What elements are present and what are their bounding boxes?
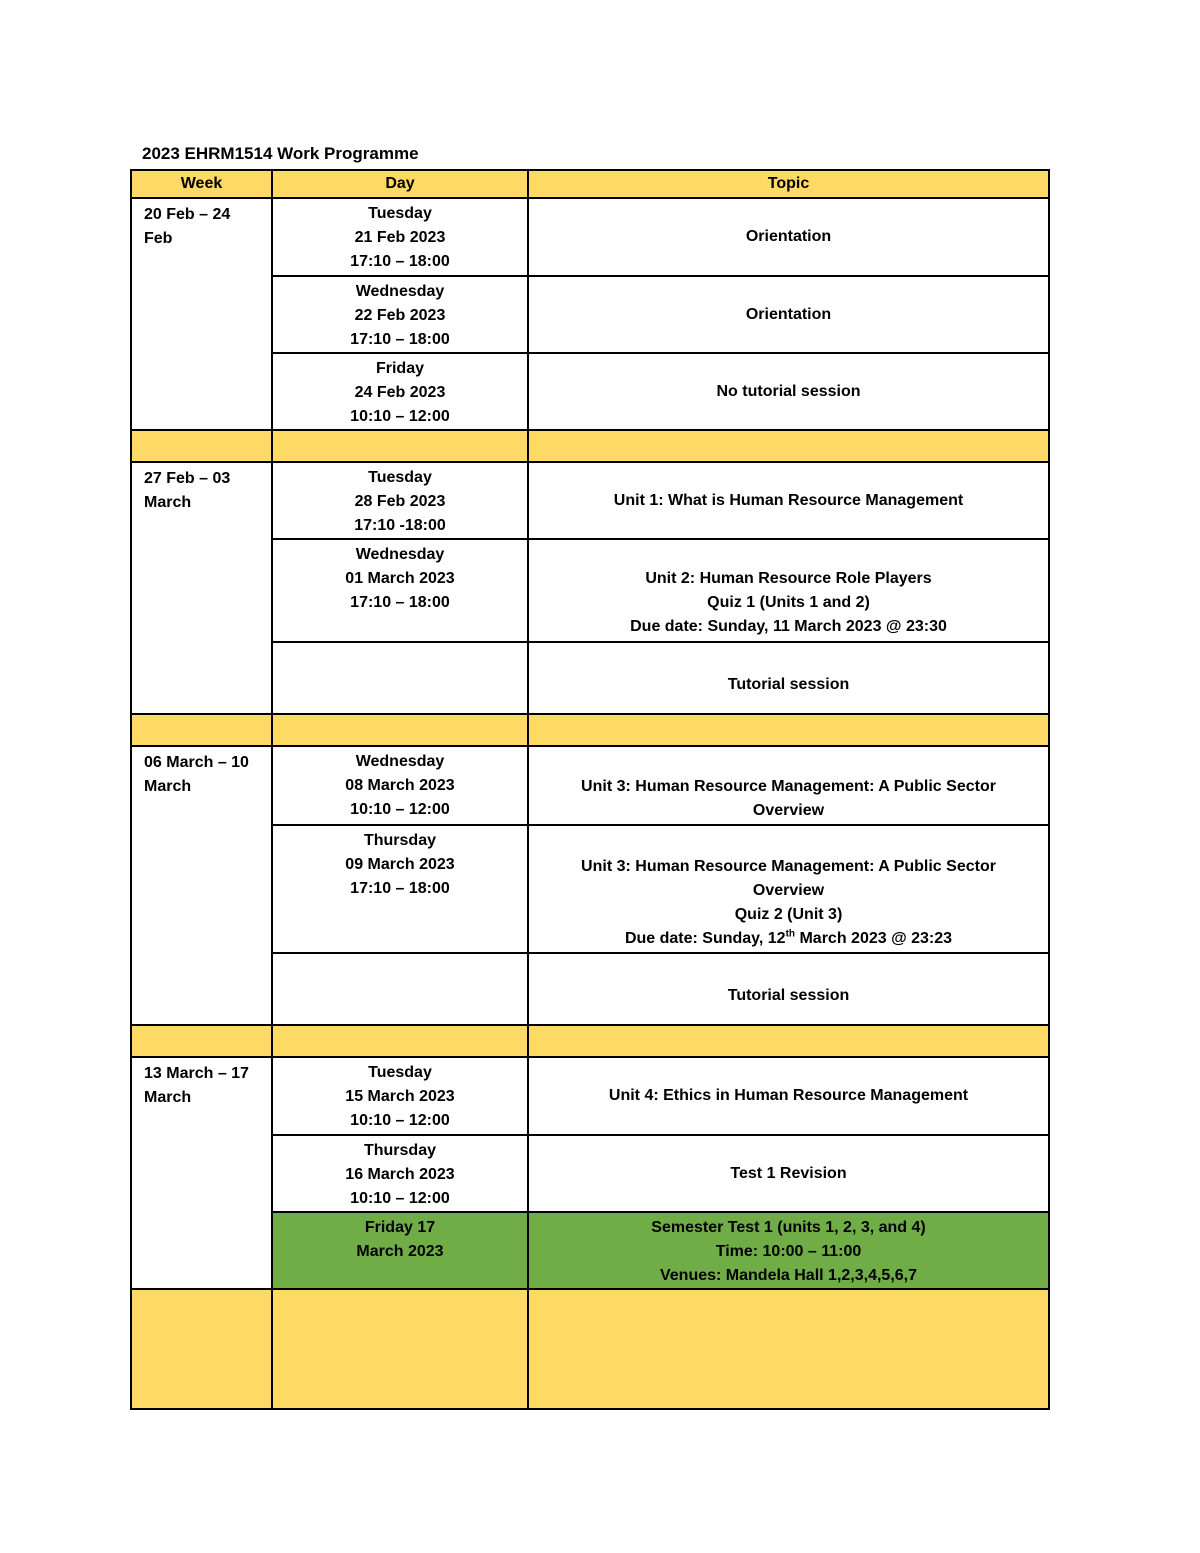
topic-cell [528,642,1049,714]
due-suffix: March 2023 @ 23:23 [795,930,953,947]
topic-line: Overview [752,802,825,819]
day-cell-test [272,1212,528,1289]
day-cell [272,276,528,353]
topic-line: Time: 10:00 – 11:00 [715,1243,862,1260]
topic-line: Quiz 2 (Unit 3) [734,906,843,923]
day-cell [272,642,528,714]
separator-cell [528,714,1049,746]
topic-line: No tutorial session [716,382,861,400]
week-range-line: 06 March – 10 [144,754,249,771]
topic-cell-test [528,1212,1049,1289]
day-time: 17:10 -18:00 [354,517,446,534]
week-cell [131,1057,272,1289]
topic-cell [528,353,1049,430]
day-date: 09 March 2023 [345,856,455,873]
due-superscript: th [785,928,796,940]
day-name: Wednesday [355,546,445,563]
topic-cell [528,276,1049,353]
week-cell [131,746,272,1025]
separator-row [131,1025,1049,1057]
separator-cell [131,1025,272,1057]
topic-cell [528,953,1049,1025]
topic-line: Semester Test 1 (units 1, 2, 3, and 4) [651,1219,926,1236]
blank-cell [131,1289,272,1409]
table-row [131,1057,1049,1135]
topic-cell [528,1057,1049,1135]
week-range-line: 13 March – 17 [144,1065,249,1082]
header-topic: Topic [528,170,1049,198]
topic-cell [528,746,1049,825]
day-date: 16 March 2023 [345,1166,455,1183]
topic-line: Due date: Sunday, 11 March 2023 @ 23:30 [630,618,947,635]
week-range-line: 20 Feb – 24 [144,206,231,223]
separator-cell [528,1025,1049,1057]
topic-cell [528,825,1049,953]
topic-due-line [529,927,1048,951]
day-name: Thursday [363,1142,436,1159]
day-date: 21 Feb 2023 [354,229,446,246]
week-cell [131,198,272,430]
topic-line: Test 1 Revision [730,1164,847,1182]
header-row [131,170,1049,198]
due-prefix: Due date: Sunday, 12 [624,930,786,947]
day-name: Thursday [363,832,436,849]
topic-line: Unit 1: What is Human Resource Management [613,491,964,509]
table-row [131,198,1049,276]
day-name: Friday 17 [364,1219,436,1236]
day-cell [272,198,528,276]
day-time: 17:10 – 18:00 [350,594,450,611]
topic-cell [528,539,1049,642]
day-cell [272,1135,528,1212]
day-cell [272,953,528,1025]
week-range-line: March [144,494,192,511]
separator-cell [272,430,528,462]
blank-cell [272,1289,528,1409]
blank-cell [528,1289,1049,1409]
separator-cell [131,714,272,746]
separator-cell [272,1025,528,1057]
day-time: 10:10 – 12:00 [350,1112,450,1129]
header-day: Day [272,170,528,198]
day-cell [272,353,528,430]
topic-line: Unit 2: Human Resource Role Players [645,570,932,587]
day-cell [272,1057,528,1135]
topic-line: Tutorial session [727,987,850,1004]
topic-line: Overview [752,882,825,899]
day-date: March 2023 [356,1243,444,1260]
day-name: Friday [375,360,424,377]
topic-cell [528,1135,1049,1212]
separator-row [131,430,1049,462]
day-cell [272,462,528,539]
header-week: Week [131,170,272,198]
day-cell [272,746,528,825]
work-programme-table [130,169,1050,1410]
day-date: 01 March 2023 [345,570,455,587]
day-cell [272,825,528,953]
day-time: 17:10 – 18:00 [350,253,450,270]
day-date: 22 Feb 2023 [354,307,446,324]
table-row [131,462,1049,539]
day-name: Tuesday [368,1064,432,1081]
day-date: 15 March 2023 [345,1088,455,1105]
day-time: 10:10 – 12:00 [350,1190,450,1207]
separator-row [131,714,1049,746]
topic-line: Unit 3: Human Resource Management: A Public Sector [581,858,996,875]
topic-line: Unit 3: Human Resource Management: A Public Sector [581,778,996,795]
week-range-line: March [144,778,192,795]
topic-line: Venues: Mandela Hall 1,2,3,4,5,6,7 [659,1267,917,1284]
topic-cell [528,198,1049,276]
topic-line: Unit 4: Ethics in Human Resource Management [608,1087,969,1104]
day-name: Wednesday [355,283,445,300]
topic-line: Orientation [745,305,832,323]
topic-line: Quiz 1 (Units 1 and 2) [707,594,870,611]
week-range-line: 27 Feb – 03 [144,470,231,487]
blank-row [131,1289,1049,1409]
day-name: Wednesday [355,753,445,770]
day-time: 17:10 – 18:00 [350,880,450,897]
day-name: Tuesday [368,469,432,486]
day-time: 17:10 – 18:00 [350,331,450,348]
topic-line: Tutorial session [727,676,850,693]
separator-cell [272,714,528,746]
week-range-line: Feb [144,230,173,247]
week-cell [131,462,272,714]
day-date: 24 Feb 2023 [354,384,446,401]
day-date: 28 Feb 2023 [354,493,446,510]
week-range-line: March [144,1089,192,1106]
topic-line: Orientation [745,228,832,245]
separator-cell [131,430,272,462]
day-time: 10:10 – 12:00 [350,408,450,425]
separator-cell [528,430,1049,462]
table-row [131,746,1049,825]
page-title: 2023 EHRM1514 Work Programme [142,144,419,163]
day-name: Tuesday [368,205,432,222]
topic-cell [528,462,1049,539]
day-time: 10:10 – 12:00 [350,801,450,818]
day-cell [272,539,528,642]
day-date: 08 March 2023 [345,777,455,794]
